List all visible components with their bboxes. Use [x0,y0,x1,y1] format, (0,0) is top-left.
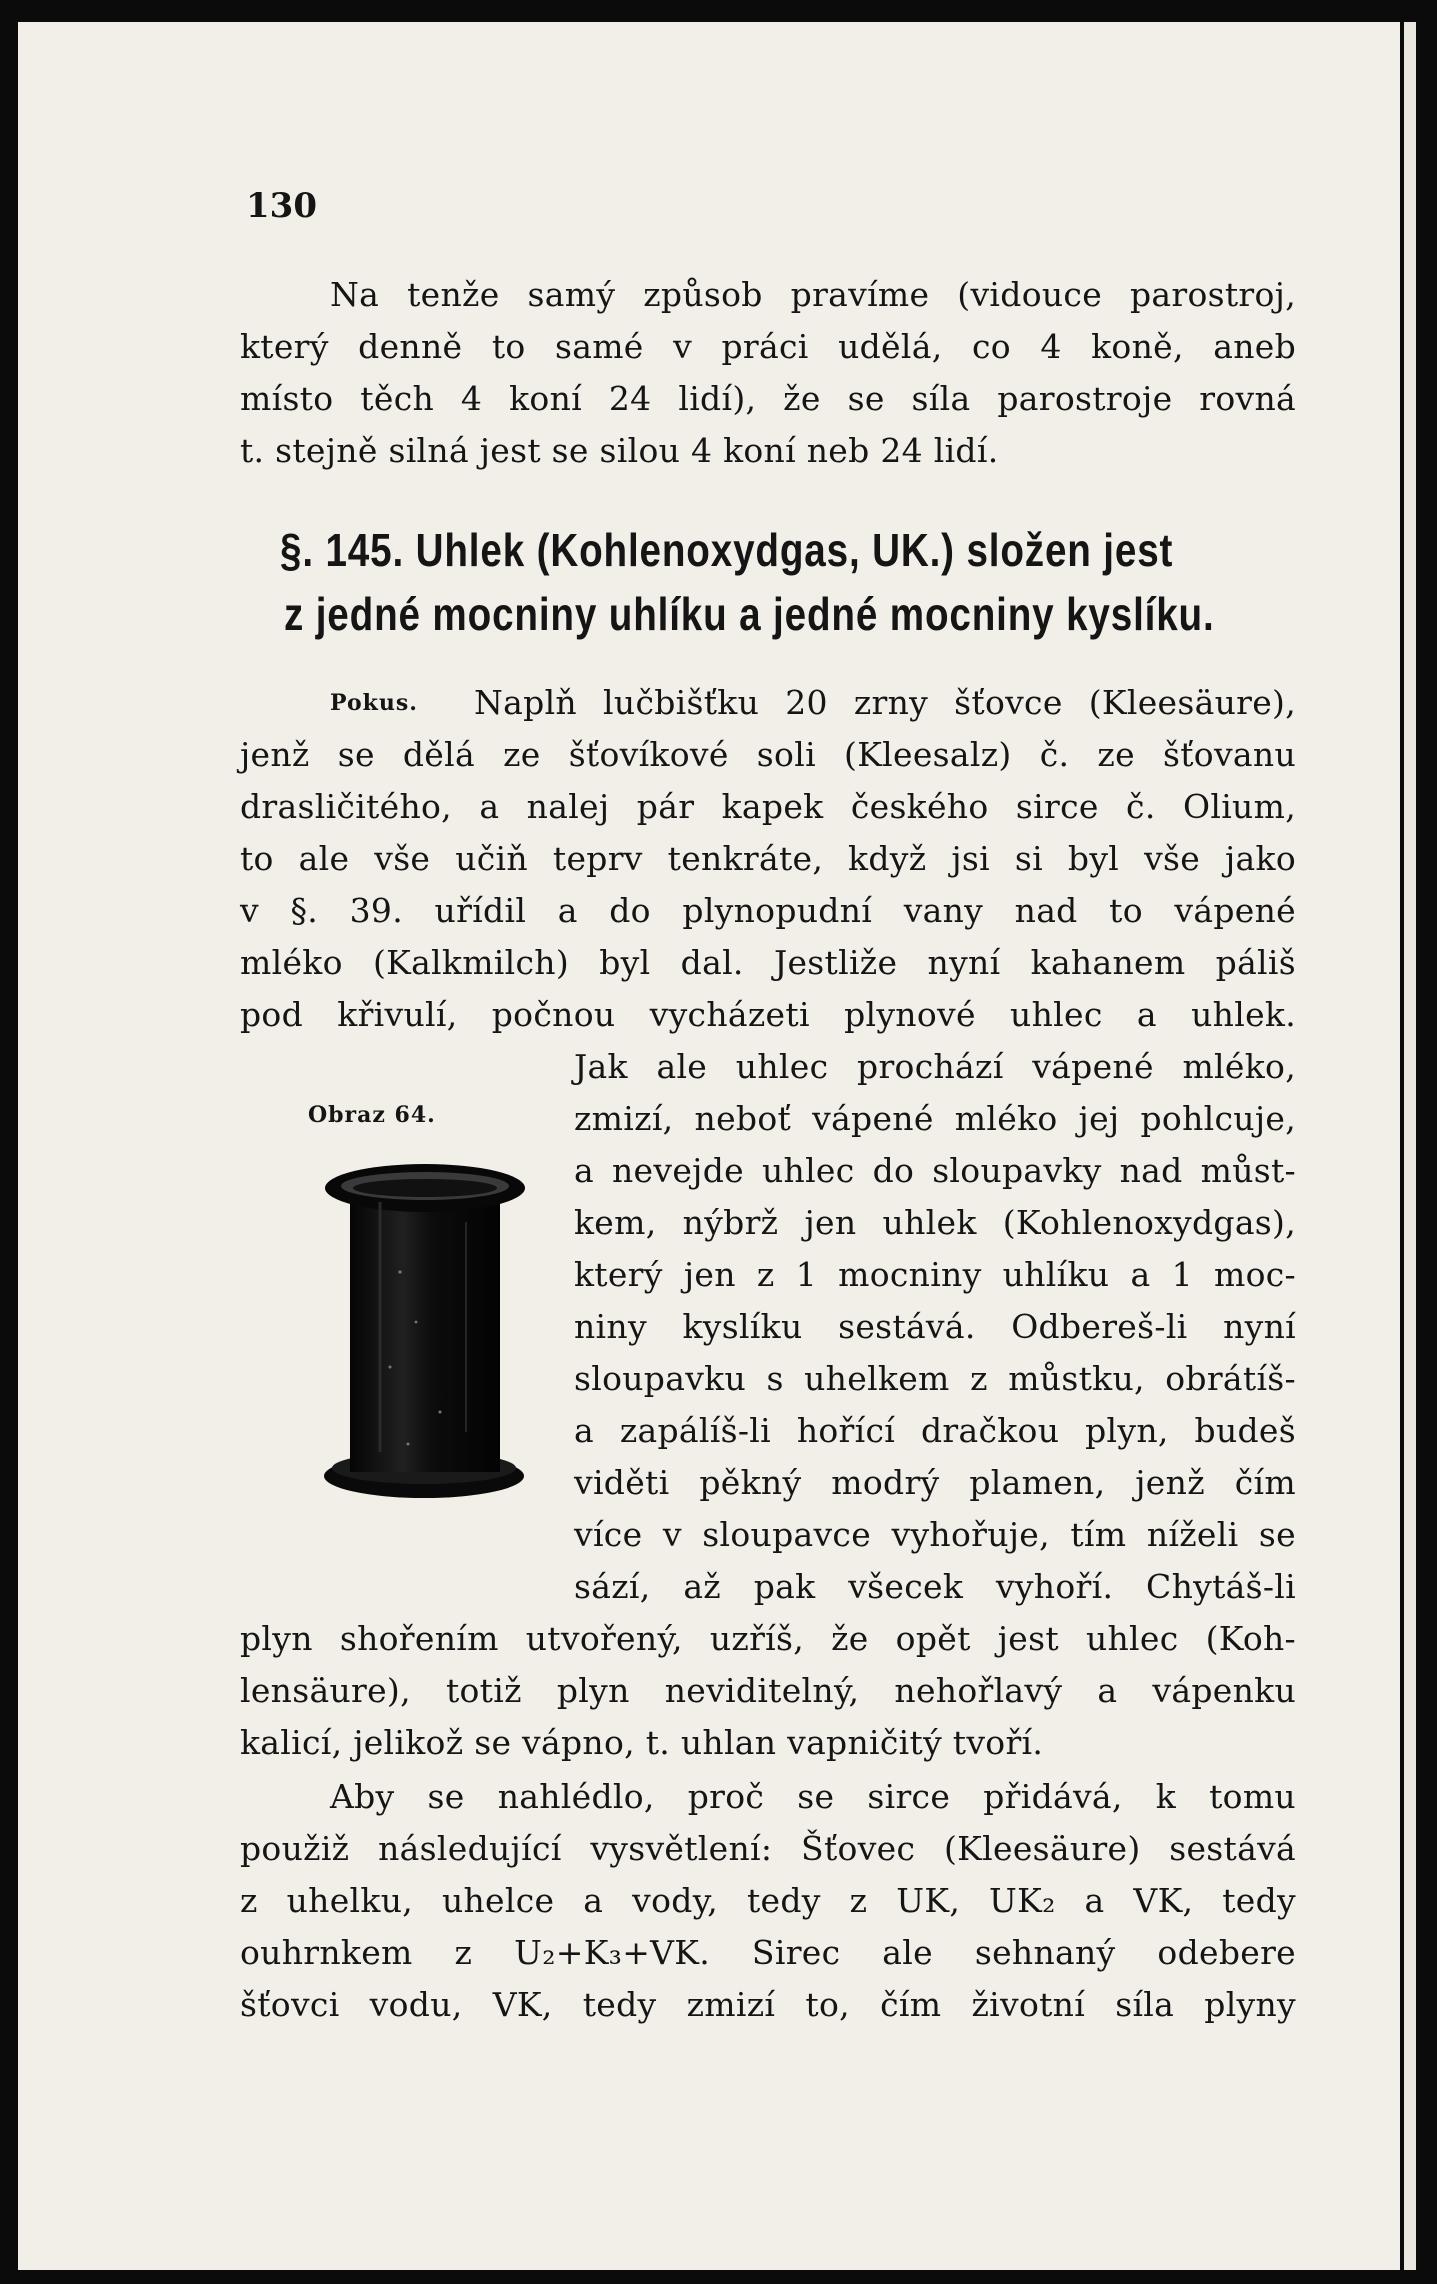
paragraph-line: lensäure), totiž plyn neviditelný, nehořlavý a vápenku [240,1671,1296,1710]
paragraph-line: plyn shořením utvořený, uzříš, že opět jest uhlec (Koh- [240,1619,1296,1658]
adjacent-page-edge [1404,22,1416,2270]
paragraph-line: který jen z 1 mocniny uhlíku a 1 moc- [574,1255,1296,1294]
paragraph-line: místo těch 4 koní 24 lidí), že se síla parostroje rovná [240,379,1296,418]
section-heading-line: z jedné mocniny uhlíku a jedné mocniny kyslíku. [284,588,1215,640]
paragraph-line: v §. 39. uřídil a do plynopudní vany nad to vápené [240,891,1296,930]
gas-cylinder-illustration [320,1152,532,1502]
pokus-label: Pokus. [330,690,418,716]
paragraph-line: kalicí, jelikož se vápno, t. uhlan vapničitý tvoří. [240,1723,1044,1762]
paragraph-line: který denně to samé v práci udělá, co 4 koně, aneb [240,327,1296,366]
paragraph-line: více v sloupavce vyhořuje, tím níželi se [574,1515,1296,1554]
paragraph-line: Jak ale uhlec prochází vápené mléko, [574,1047,1296,1086]
paragraph-line: mléko (Kalkmilch) byl dal. Jestliže nyní kahanem páliš [240,943,1296,982]
paragraph-line: zmizí, neboť vápené mléko jej pohlcuje, [574,1099,1296,1138]
figure-label: Obraz 64. [308,1102,436,1128]
paragraph-line: sloupavku s uhelkem z můstku, obrátíš- [574,1359,1296,1398]
paragraph-line: jenž se dělá ze šťovíkové soli (Kleesalz) č. ze šťovanu [240,735,1296,774]
paragraph-line: viděti pěkný modrý plamen, jenž čím [574,1463,1296,1502]
paragraph-line: drasličitého, a nalej pár kapek českého sirce č. Olium, [240,787,1296,826]
paragraph-line: t. stejně silná jest se silou 4 koní neb 24 lidí. [240,431,999,470]
paragraph-line: Naplň lučbišťku 20 zrny šťovce (Kleesäure), [474,683,1296,722]
paragraph-line: z uhelku, uhelce a vody, tedy z UK, UK₂ a VK, tedy [240,1881,1296,1920]
paragraph-line: Na tenže samý způsob pravíme (vidouce parostroj, [330,275,1296,314]
paragraph-line: sází, až pak všecek vyhoří. Chytáš-li [574,1567,1296,1606]
paragraph-line: šťovci vodu, VK, tedy zmizí to, čím životní síla plyny [240,1985,1296,2024]
section-heading-line: §. 145. Uhlek (Kohlenoxydgas, UK.) složen jest [280,524,1174,576]
paragraph-line: Aby se nahlédlo, proč se sirce přidává, k tomu [330,1777,1296,1816]
paragraph-line: to ale vše učiň teprv tenkráte, když jsi si byl vše jako [240,839,1296,878]
paragraph-line: a nevejde uhlec do sloupavky nad můst- [574,1151,1296,1190]
paragraph-line: použiž následující vysvětlení: Šťovec (Kleesäure) sestává [240,1829,1296,1868]
paragraph-line: niny kyslíku sestává. Odbereš-li nyní [574,1307,1296,1346]
paragraph-line: kem, nýbrž jen uhlek (Kohlenoxydgas), [574,1203,1296,1242]
page-number: 130 [246,186,317,226]
paragraph-line: a zapálíš-li hořící dračkou plyn, budeš [574,1411,1296,1450]
book-page [18,22,1400,2270]
paragraph-line: ouhrnkem z U₂+K₃+VK. Sirec ale sehnaný odebere [240,1933,1296,1972]
paragraph-line: pod křivulí, počnou vycházeti plynové uhlec a uhlek. [240,995,1296,1034]
